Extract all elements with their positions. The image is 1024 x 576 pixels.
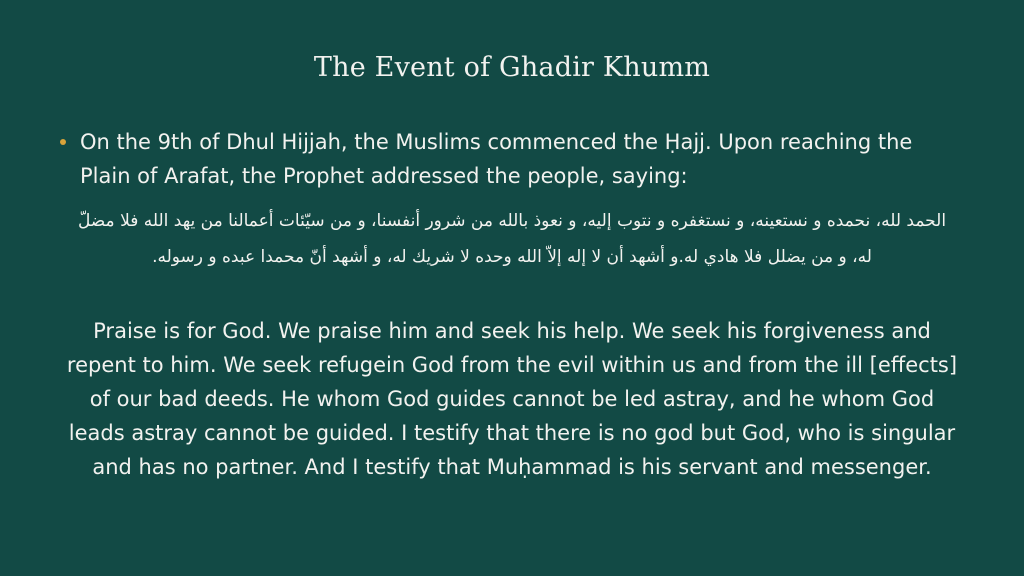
bullet-dot-icon [60,139,66,145]
english-translation: Praise is for God. We praise him and seek his help. We seek his forgiveness and repent to him. We seek refugein God from the evil within us and from the ill [effects] of our bad deeds. He whom God guides cannot be led astray, and he whom God leads astray cannot be guided. I testify that there is no god but God, who is singular and has no partner. And I testify that Muḥammad is his servant and messenger. [66,319,958,479]
bullet-text: On the 9th of Dhul Hijjah, the Muslims commenced the Ḥajj. Upon reaching the Plain of Arafat, the Prophet addressed the people, saying: [80,130,913,188]
arabic-quote: الحمد لله، نحمده و نستعينه، و نستغفره و نتوب إليه، و نعوذ بالله من شرور أنفسنا، و من سيّئات أعمالنا من يهد الله فلا مضلّ له، و من يضلل فلا هادي له.و أشهد أن لا إله إلاّ الله وحده لا شريك له، و أشهد أنّ محمدا عبده و رسوله. [77,211,947,267]
slide-title: The Event of Ghadir Khumm [313,52,711,83]
bullet-item [60,125,960,193]
